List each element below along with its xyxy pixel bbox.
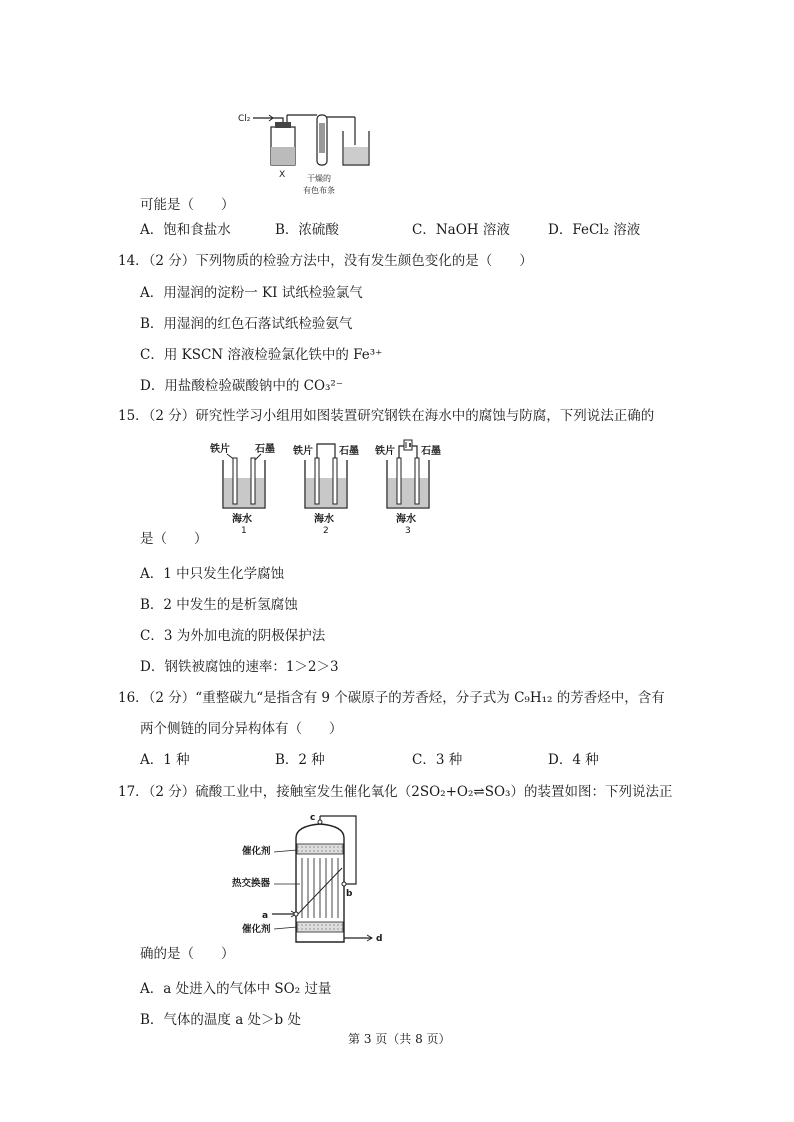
sea-label-1: 海水 xyxy=(232,514,252,525)
num-label-3: 3 xyxy=(405,526,411,536)
dry-strip-label-2: 有色布条 xyxy=(303,186,335,195)
q15-option-b: B．2 中发生的是析氢腐蚀 xyxy=(140,597,298,613)
q15-stem: 15．（2 分）研究性学习小组用如图装置研究钢铁在海水中的腐蚀与防腐，下列说法正确的 xyxy=(118,408,655,424)
dry-strip-label-1: 干燥的 xyxy=(307,174,331,183)
heat-exchanger-label: 热交换器 xyxy=(232,878,271,889)
b-label: b xyxy=(346,889,353,899)
c-label: c xyxy=(310,813,316,823)
graphite-label-1: 石墨 xyxy=(255,444,275,455)
q13-option-d: D．FeCl₂ 溶液 xyxy=(548,222,641,238)
x-label: X xyxy=(279,170,286,180)
q15-option-a: A．1 中只发生化学腐蚀 xyxy=(140,566,285,582)
q16-option-b: B．2 种 xyxy=(275,752,325,768)
graphite-label-3: 石墨 xyxy=(421,446,441,457)
q16-option-c: C．3 种 xyxy=(412,752,463,768)
q15-corrosion-figure xyxy=(205,438,455,534)
q16-stem-line1: 16．（2 分）“重整碳九“是指含有 9 个碳原子的芳香烃，分子式为 C₉H₁₂ 的芳香烃中，含有 xyxy=(118,690,665,706)
a-label: a xyxy=(262,911,269,921)
catalyst-label-bottom: 催化剂 xyxy=(242,924,271,935)
q14-option-b: B．用湿润的红色石落试纸检验氨气 xyxy=(140,316,353,332)
q14-option-d: D．用盐酸检验碳酸钠中的 CO₃²⁻ xyxy=(140,378,343,394)
q14-stem: 14．（2 分）下列物质的检验方法中，没有发生颜色变化的是（ ） xyxy=(118,253,533,269)
cl2-label: Cl₂ xyxy=(238,114,251,124)
iron-label-3: 铁片 xyxy=(375,446,395,457)
page-footer: 第 3 页（共 8 页） xyxy=(348,1032,451,1046)
q16-stem-line2: 两个侧链的同分异构体有（ ） xyxy=(140,721,343,737)
port-c xyxy=(318,820,322,824)
d-label: d xyxy=(376,934,383,944)
iron-label-2: 铁片 xyxy=(293,446,313,457)
cell-2 xyxy=(292,444,359,536)
q17-contact-chamber-figure xyxy=(230,810,410,960)
q13-option-a: A．饱和食盐水 xyxy=(140,222,231,238)
cell-1 xyxy=(209,442,275,536)
iron-label-1: 铁片 xyxy=(210,444,230,455)
q15-option-c: C．3 为外加电流的阴极保护法 xyxy=(140,628,326,644)
q13-option-c: C．NaOH 溶液 xyxy=(412,222,510,238)
q17-tail: 确的是（ ） xyxy=(140,946,235,962)
num-label-2: 2 xyxy=(323,526,329,536)
q14-option-c: C．用 KSCN 溶液检验氯化铁中的 Fe³⁺ xyxy=(140,347,383,363)
q13-apparatus-figure xyxy=(235,105,385,205)
q15-option-d: D．钢铁被腐蚀的速率：1＞2＞3 xyxy=(140,659,339,675)
sea-label-2: 海水 xyxy=(314,514,334,525)
q17-option-b: B．气体的温度 a 处＞b 处 xyxy=(140,1012,301,1028)
num-label-1: 1 xyxy=(241,526,247,536)
q16-option-a: A．1 种 xyxy=(140,752,190,768)
catalyst-label-top: 催化剂 xyxy=(242,846,271,857)
port-b xyxy=(342,882,346,886)
q17-option-a: A．a 处进入的气体中 SO₂ 过量 xyxy=(140,981,332,997)
graphite-label-2: 石墨 xyxy=(339,446,359,457)
q13-tail: 可能是（ ） xyxy=(140,197,235,213)
q14-option-a: A．用湿润的淀粉一 KI 试纸检验氯气 xyxy=(140,285,363,301)
q15-tail: 是（ ） xyxy=(140,531,208,547)
q17-stem: 17．（2 分）硫酸工业中，接触室发生催化氧化（2SO₂+O₂⇌SO₃）的装置如图：下列说法正 xyxy=(118,784,673,800)
sea-label-3: 海水 xyxy=(396,514,416,525)
q13-option-b: B．浓硫酸 xyxy=(275,222,339,238)
cell-3 xyxy=(374,440,441,536)
port-a xyxy=(294,912,298,916)
q16-option-d: D．4 种 xyxy=(548,752,599,768)
